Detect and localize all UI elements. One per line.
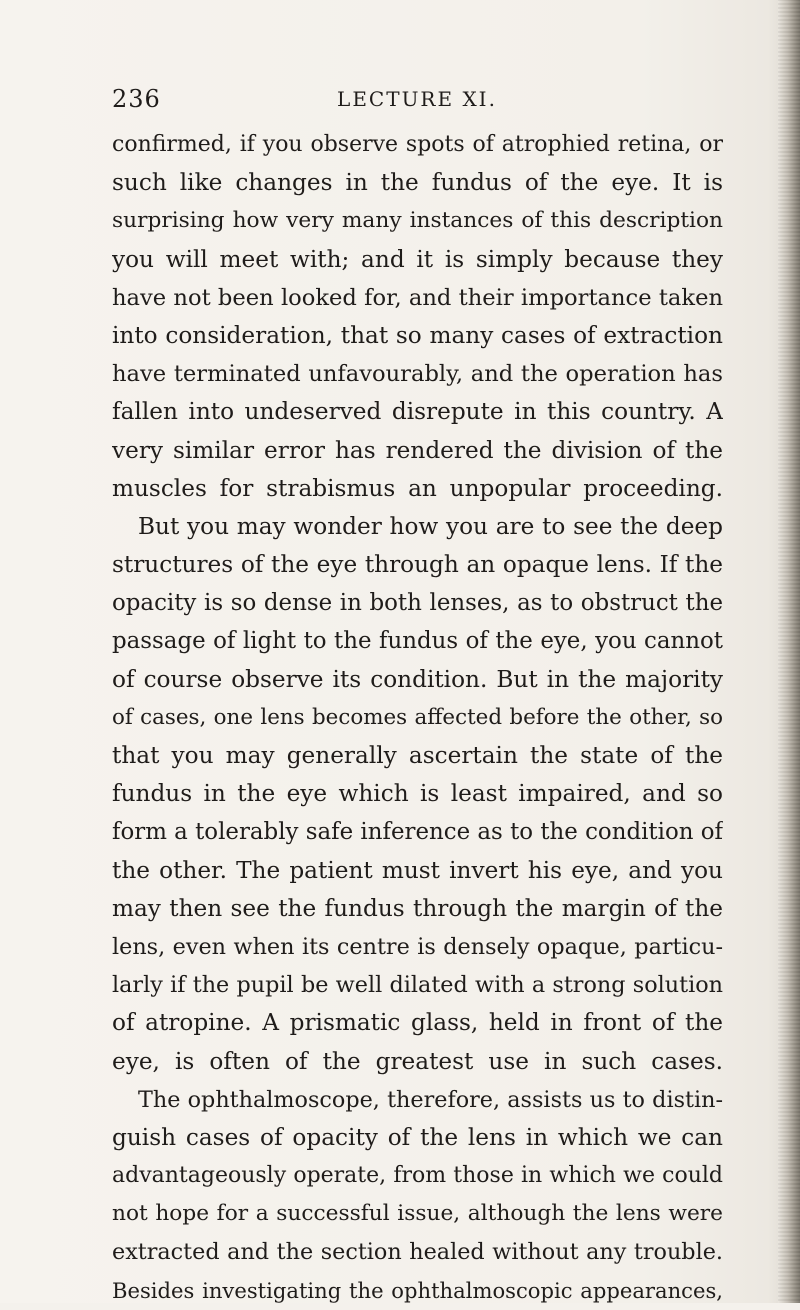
running-head: LECTURE XI. bbox=[337, 87, 497, 111]
text-line: have not been looked for, and their importance taken bbox=[112, 284, 723, 311]
text-line: of cases, one lens becomes affected before the other, so bbox=[112, 704, 723, 730]
text-line: form a tolerably safe inference as to the condition of bbox=[112, 819, 723, 846]
text-line: surprising how very many instances of this description bbox=[112, 208, 723, 234]
text-line: But you may wonder how you are to see the deep bbox=[138, 512, 723, 540]
text-line: extracted and the section healed without any trouble. bbox=[112, 1239, 723, 1266]
text-line: opacity is so dense in both lenses, as to obstruct the bbox=[112, 590, 723, 617]
body-text bbox=[112, 126, 723, 1310]
text-line: such like changes in the fundus of the eye. It is bbox=[112, 169, 723, 197]
text-line: The ophthalmoscope, therefore, assists us to distin- bbox=[138, 1086, 723, 1113]
text-line: not hope for a successful issue, although the lens were bbox=[112, 1201, 723, 1227]
text-line: passage of light to the fundus of the eye, you cannot bbox=[112, 628, 723, 655]
text-line: muscles for strabismus an unpopular proceeding. bbox=[112, 474, 723, 502]
page-number: 236 bbox=[112, 85, 161, 113]
page-header bbox=[112, 85, 722, 117]
text-line: you will meet with; and it is simply because they bbox=[112, 245, 723, 273]
text-line: lens, even when its centre is densely opaque, particu- bbox=[112, 933, 723, 960]
text-line: have terminated unfavourably, and the operation has bbox=[112, 361, 723, 388]
text-line: eye, is often of the greatest use in such cases. bbox=[112, 1047, 723, 1075]
text-line: may then see the fundus through the margin of the bbox=[112, 894, 723, 922]
text-line: the other. The patient must invert his eye, and you bbox=[112, 856, 723, 884]
text-line: guish cases of opacity of the lens in which we can bbox=[112, 1123, 723, 1151]
text-line: very similar error has rendered the division of the bbox=[112, 436, 723, 464]
text-line: into consideration, that so many cases of extraction bbox=[112, 321, 723, 349]
text-line: larly if the pupil be well dilated with a strong solution bbox=[112, 972, 723, 999]
text-line: confirmed, if you observe spots of atrophied retina, or bbox=[112, 132, 723, 157]
text-line: structures of the eye through an opaque lens. If the bbox=[112, 551, 723, 579]
text-line: of course observe its condition. But in the majority bbox=[112, 665, 723, 693]
text-line: advantageously operate, from those in which we could bbox=[112, 1163, 723, 1189]
text-line: of atropine. A prismatic glass, held in front of the bbox=[112, 1009, 723, 1037]
page-edge bbox=[778, 0, 800, 1303]
text-line: Besides investigating the ophthalmoscopic appearances, bbox=[112, 1277, 723, 1303]
text-line: fallen into undeserved disrepute in this country. A bbox=[112, 398, 723, 426]
text-line: that you may generally ascertain the state of the bbox=[112, 742, 723, 769]
text-line: fundus in the eye which is least impaired, and so bbox=[112, 780, 723, 808]
